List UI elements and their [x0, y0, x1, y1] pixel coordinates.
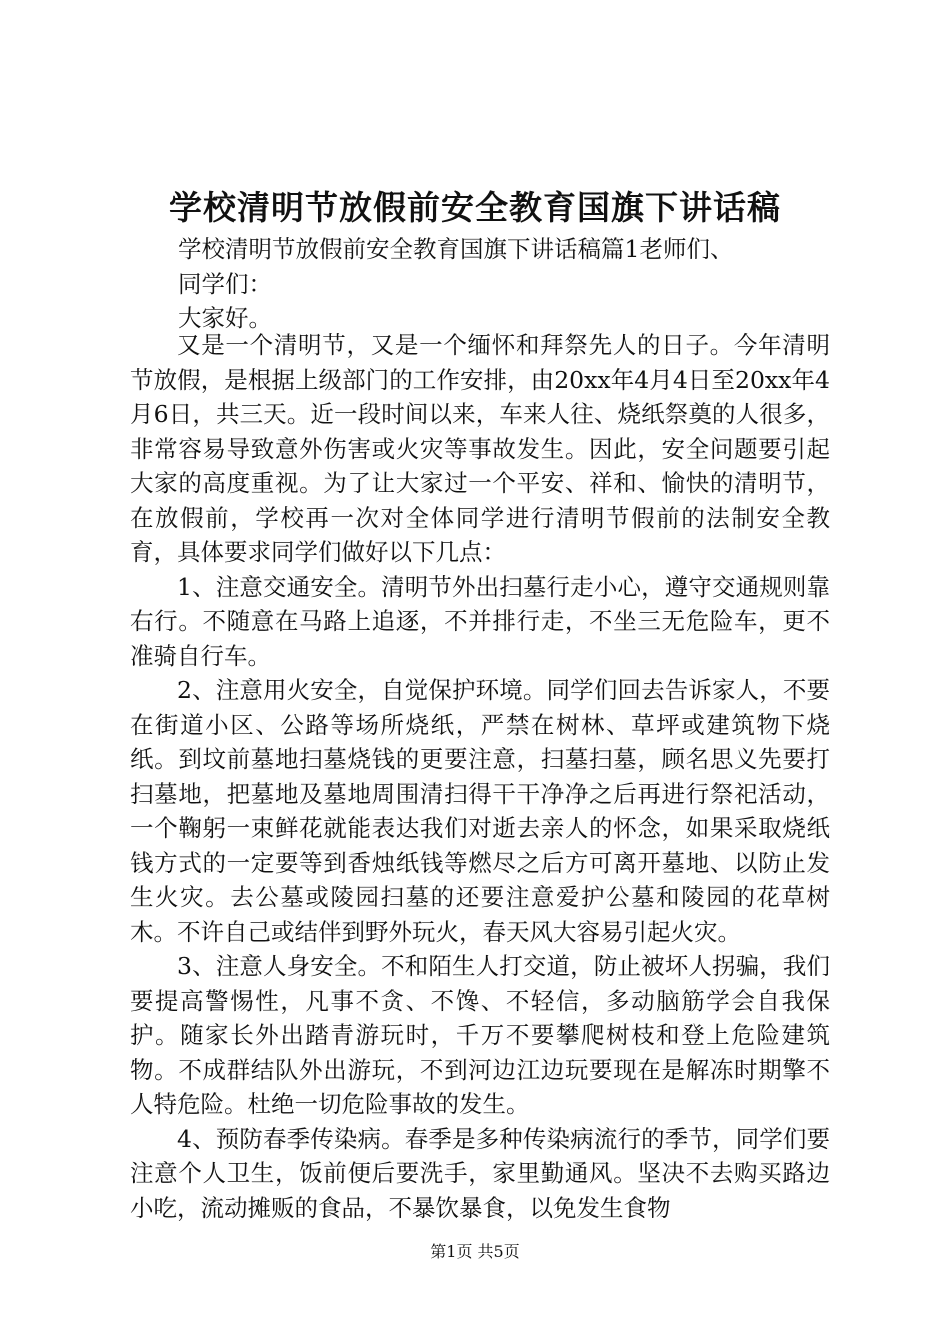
- page-footer: 第1页 共5页: [430, 1242, 520, 1261]
- body-paragraph: 1、注意交通安全。清明节外出扫墓行走小心，遵守交通规则靠右行。不随意在马路上追逐，不并排行走，不坐三无危险车，更不准骑自行车。: [130, 572, 830, 670]
- body-paragraph: 3、注意人身安全。不和陌生人打交道，防止被坏人拐骗，我们要提高警惕性，凡事不贪、不馋、不轻信，多动脑筋学会自我保护。随家长外出踏青游玩时，千万不要攀爬树枝和登上危险建筑物。不成群结队外出游玩，不到河边江边玩要现在是解冻时期擎不人特危险。杜绝一切危险事故的发生。: [130, 952, 830, 1118]
- intro-block: [178, 232, 818, 336]
- document-title: 学校清明节放假前安全教育国旗下讲话稿: [169, 188, 781, 227]
- body-paragraph: 2、注意用火安全，自觉保护环境。同学们回去告诉家人，不要在街道小区、公路等场所烧纸，严禁在树林、草坪或建筑物下烧纸。到坟前墓地扫墓烧钱的更要注意，扫墓扫墓，顾名思义先要打扫墓地，把墓地及墓地周围清扫得干干净净之后再进行祭祀活动，一个鞠躬一束鲜花就能表达我们对逝去亲人的怀念，如果采取烧纸钱方式的一定要等到香烛纸钱等燃尽之后方可离开墓地、以防止发生火灾。去公墓或陵园扫墓的还要注意爱护公墓和陵园的花草树木。不许自己或结伴到野外玩火，春天风大容易引起火灾。: [130, 676, 830, 946]
- intro-line: 大家好。: [178, 304, 272, 332]
- document-body: [130, 328, 830, 1225]
- intro-line: 同学们：: [178, 269, 272, 298]
- body-paragraph: 又是一个清明节，又是一个缅怀和拜祭先人的日子。今年清明节放假，是根据上级部门的工作安排，由20xx年4月4日至20xx年4月6日，共三天。近一段时间以来，车来人往、烧纸祭奠的人很多，非常容易导致意外伤害或火灾等事故发生。因此，安全问题要引起大家的高度重视。为了让大家过一个平安、祥和、愉快的清明节，在放假前，学校再一次对全体同学进行清明节假前的法制安全教育，具体要求同学们做好以下几点：: [130, 331, 831, 566]
- body-paragraph: 4、预防春季传染病。春季是多种传染病流行的季节，同学们要注意个人卫生，饭前便后要洗手，家里勤通风。坚决不去购买路边小吃，流动摊贩的食品，不暴饮暴食，以免发生食物: [130, 1124, 830, 1222]
- intro-line: 学校清明节放假前安全教育国旗下讲话稿篇1老师们、: [178, 235, 734, 263]
